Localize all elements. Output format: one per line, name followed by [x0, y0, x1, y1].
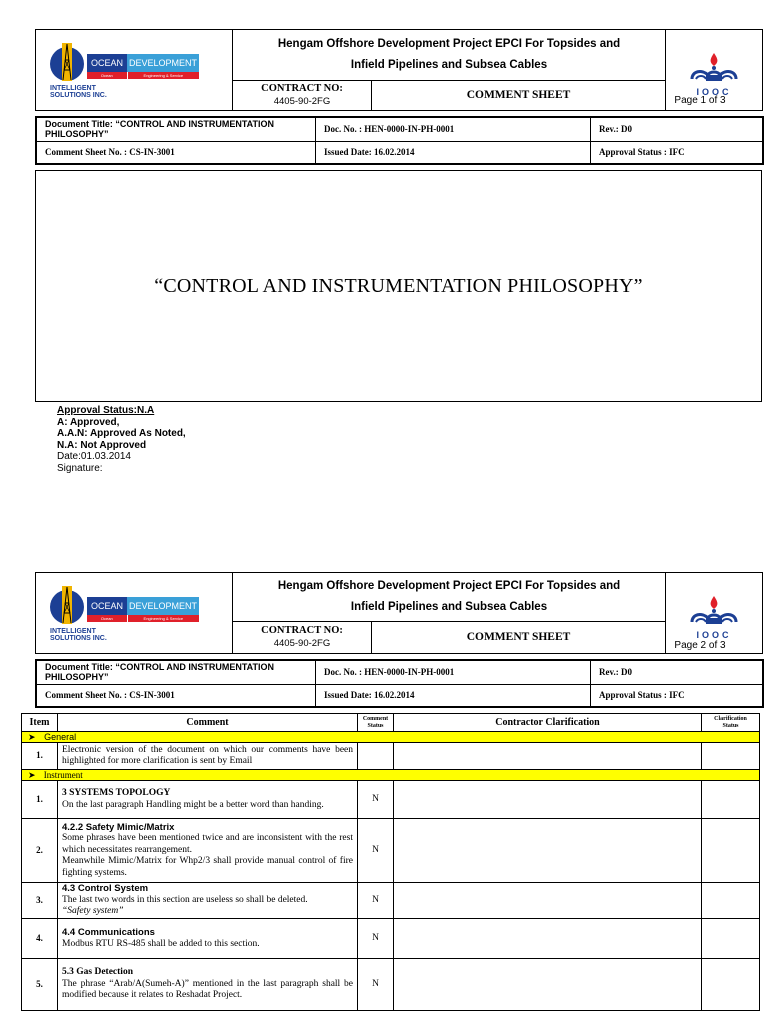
project-title: Hengam Offshore Development Project EPCI For Topsides and Infield Pipelines and Subsea Cables — [233, 30, 666, 81]
document-title: Document Title: “CONTROL AND INSTRUMENTATION — [45, 119, 274, 130]
sheet-title: COMMENT SHEET — [372, 621, 666, 653]
issued-date: Issued Date: 16.02.2014 — [316, 141, 591, 164]
table-row: 4. 4.4 Communications Modbus RTU RS-485 shall be added to this section. N — [22, 919, 760, 959]
document-title: Document Title: “CONTROL AND INSTRUMENTATION — [45, 662, 274, 673]
clarification-cell — [394, 883, 702, 919]
comment-status: N — [358, 959, 394, 1011]
company-logo — [36, 30, 233, 111]
iooc-emblem-icon — [684, 594, 744, 632]
comment-status: N — [358, 781, 394, 819]
company-logo — [36, 573, 233, 654]
row-heading: 4.3 Control System — [62, 883, 149, 895]
col-contractor-clarification: Contractor Clarification — [394, 714, 702, 732]
clarification-status-cell — [702, 819, 760, 883]
clarification-cell — [394, 919, 702, 959]
logo-subtext-1: Ocean — [87, 72, 127, 79]
clarification-cell — [394, 819, 702, 883]
section-label: Instrument — [43, 770, 83, 780]
logo-development: DEVELOPMENT — [127, 597, 199, 615]
page-number: Page 2 of 3 — [674, 640, 726, 651]
logo-company-line2: SOLUTIONS INC. — [50, 635, 107, 642]
table-row: 2. 4.2.2 Safety Mimic/Matrix Some phrases have been mentioned twice and are inconsistent with the rest which necessitates rearrangement. Meanwhile Mimic/Matrix for Whp2/3 shall provide manual control of fire fighting systems. N — [22, 819, 760, 883]
clarification-status-cell — [702, 919, 760, 959]
page1-docinfo: Document Title: “CONTROL AND INSTRUMENTATION PHILOSOPHY” Doc. No. : HEN-0000-IN-PH-0001 Rev.: D0 Comment Sheet No. : CS-IN-3001 Issued Date: 16.02.2014 Approval Status : IFC — [35, 116, 764, 165]
section-label: General — [44, 732, 77, 742]
row-heading: 4.4 Communications — [62, 927, 155, 938]
approval-status: Approval Status : IFC — [591, 684, 764, 707]
signature-label: Signature: — [57, 462, 103, 474]
emblem-text: IOOC — [696, 87, 732, 97]
row-heading: 5.3 Gas Detection — [62, 967, 133, 978]
col-item: Item — [22, 714, 58, 732]
col-comment: Comment — [58, 714, 358, 732]
comments-table — [21, 713, 760, 1011]
comment-status: N — [358, 819, 394, 883]
col-comment-status: Comment Status — [358, 714, 394, 732]
clarification-cell — [394, 743, 702, 770]
section-row-general — [22, 732, 760, 743]
row-comment: Electronic version of the document on which our comments have been highlighted for more clarification is sent by Email — [62, 744, 353, 766]
revision: Rev.: D0 — [591, 117, 764, 141]
logo-ocean: OCEAN — [87, 54, 127, 72]
section-row-instrument — [22, 770, 760, 781]
issued-date: Issued Date: 16.02.2014 — [316, 684, 591, 707]
logo-ocean: OCEAN — [87, 597, 127, 615]
derrick-logo-icon — [48, 40, 86, 84]
comment-status: N — [358, 883, 394, 919]
row-heading: 3 SYSTEMS TOPOLOGY — [62, 788, 171, 798]
comment-sheet-no: Comment Sheet No. : CS-IN-3001 — [36, 141, 316, 164]
derrick-logo-icon — [48, 583, 86, 627]
page2-docinfo: Document Title: “CONTROL AND INSTRUMENTATION PHILOSOPHY” Doc. No. : HEN-0000-IN-PH-0001 Rev.: D0 Comment Sheet No. : CS-IN-3001 Issued Date: 16.02.2014 Approval Status : IFC — [35, 659, 764, 708]
row-comment: “Safety system” — [62, 906, 124, 917]
clarification-cell — [394, 959, 702, 1011]
revision: Rev.: D0 — [591, 660, 764, 684]
doc-no: Doc. No. : HEN-0000-IN-PH-0001 — [316, 117, 591, 141]
table-row: 3. 4.3 Control System The last two words in this section are useless so shall be deleted. “Safety system” N — [22, 883, 760, 919]
project-title: Hengam Offshore Development Project EPCI For Topsides and Infield Pipelines and Subsea Cables — [233, 573, 666, 622]
table-row: 1. 3 SYSTEMS TOPOLOGY On the last paragraph Handling might be a better word than handing. N — [22, 781, 760, 819]
row-comment: The phrase “Arab/A(Sumeh-A)” mentioned in the last paragraph shall be modified because it relates to Reshadat Project. — [62, 978, 353, 1001]
approval-legend-aan: A.A.N: Approved As Noted, — [57, 428, 186, 439]
row-heading: 4.2.2 Safety Mimic/Matrix — [62, 821, 175, 833]
clarification-status-cell — [702, 883, 760, 919]
row-comment: On the last paragraph Handling might be a better word than handing. — [62, 799, 324, 810]
logo-company-line1: INTELLIGENT — [50, 85, 96, 92]
comment-status: N — [358, 919, 394, 959]
row-comment: Modbus RTU RS-485 shall be added to this section. — [62, 938, 260, 949]
clarification-status-cell — [702, 781, 760, 819]
approval-legend-a: A: Approved, — [57, 416, 120, 428]
logo-company-line1: INTELLIGENT — [50, 628, 96, 635]
doc-no: Doc. No. : HEN-0000-IN-PH-0001 — [316, 660, 591, 684]
logo-subtext-2: Engineering & Service — [127, 615, 199, 622]
contract-cell: CONTRACT NO: 4405-90-2FG — [233, 80, 372, 110]
arrow-right-icon: ➤ — [28, 770, 36, 780]
main-document-title: “CONTROL AND INSTRUMENTATION PHILOSOPHY” — [35, 170, 762, 402]
approval-date: Date:01.03.2014 — [57, 451, 131, 462]
table-row: 1. Electronic version of the document on which our comments have been highlighted for more clarification is sent by Email — [22, 743, 760, 770]
logo-subtext-1: Ocean — [87, 615, 127, 622]
col-clarification-status: Clarification Status — [702, 714, 760, 732]
row-comment: The last two words in this section are useless so shall be deleted. — [62, 894, 308, 905]
clarification-status-cell — [702, 743, 760, 770]
clarification-cell — [394, 781, 702, 819]
logo-development: DEVELOPMENT — [127, 54, 199, 72]
clarification-status-cell — [702, 959, 760, 1011]
approval-legend-na: N.A: Not Approved — [57, 439, 147, 451]
table-row: 5. 5.3 Gas Detection The phrase “Arab/A(Sumeh-A)” mentioned in the last paragraph shall be modified because it relates to Reshadat Project. N — [22, 959, 760, 1011]
emblem-text: IOOC — [696, 630, 732, 640]
approval-block — [57, 405, 186, 474]
arrow-right-icon: ➤ — [28, 732, 36, 742]
row-comment: Some phrases have been mentioned twice and are inconsistent with the rest which necessitates rearrangement. — [62, 833, 353, 855]
page-number: Page 1 of 3 — [674, 95, 726, 106]
approval-status: Approval Status : IFC — [591, 141, 764, 164]
approval-status-na: Approval Status:N.A — [57, 405, 155, 416]
logo-company-line2: SOLUTIONS INC. — [50, 92, 107, 99]
iooc-emblem-icon — [684, 51, 744, 89]
row-comment: Meanwhile Mimic/Matrix for Whp2/3 shall provide manual control of fire fighting systems. — [62, 856, 353, 878]
logo-subtext-2: Engineering & Service — [127, 72, 199, 79]
comment-sheet-no: Comment Sheet No. : CS-IN-3001 — [36, 684, 316, 707]
contract-cell: CONTRACT NO: 4405-90-2FG — [233, 621, 372, 653]
sheet-title: COMMENT SHEET — [372, 80, 666, 110]
